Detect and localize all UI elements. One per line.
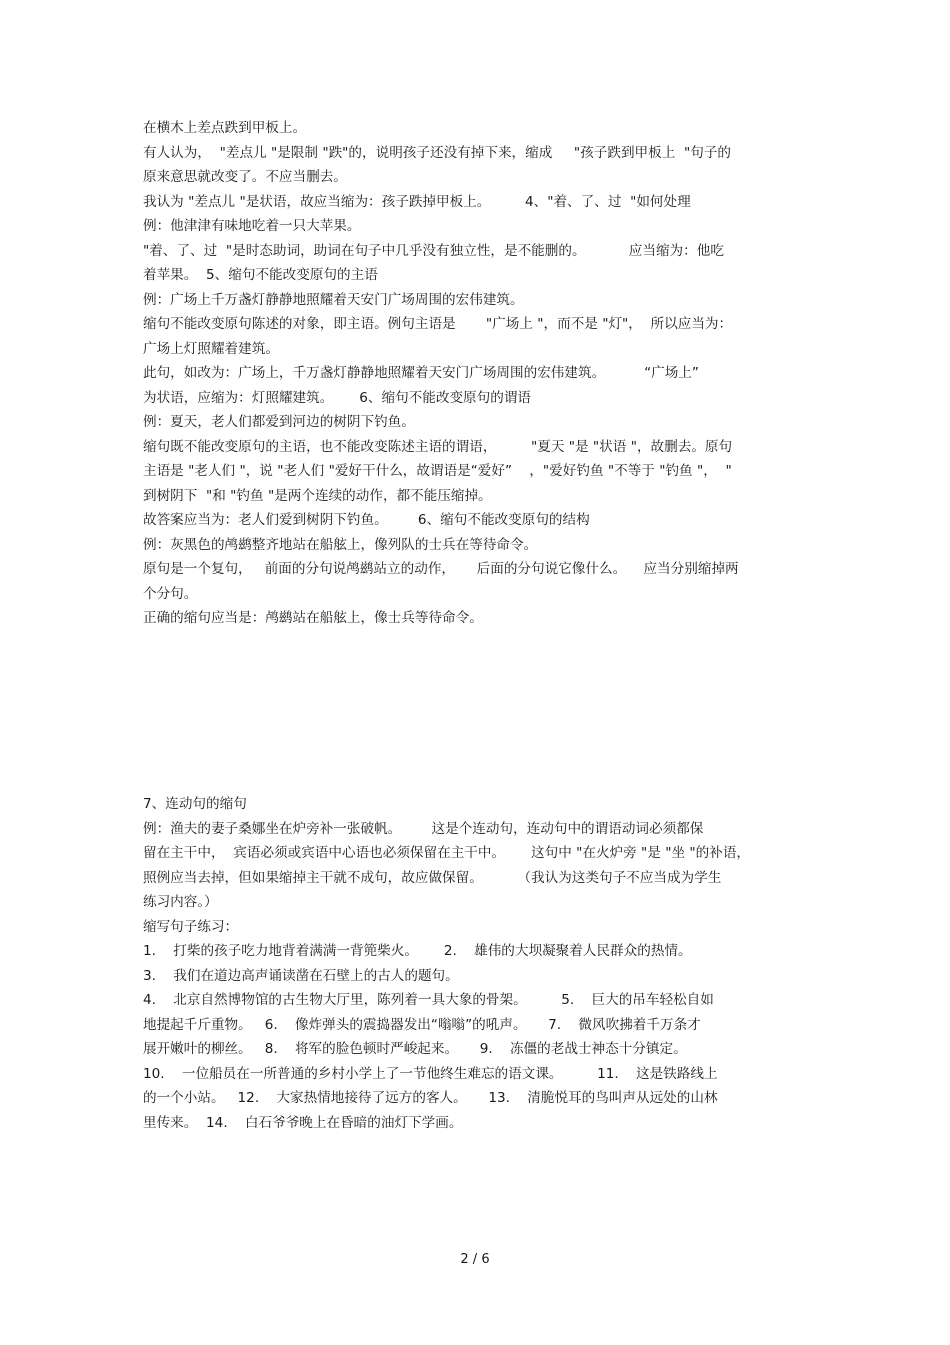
text-line: 着苹果。 5、缩句不能改变原句的主语 <box>143 267 378 283</box>
text-line: 在横木上差点跌到甲板上。 <box>143 120 307 136</box>
exercise-line: 的一个小站。 12. 大家热情地接待了远方的客人。 13. 清脆悦耳的鸟叫声从远处的山林 <box>143 1090 718 1106</box>
text-line: 广场上灯照耀着建筑。 <box>143 340 279 357</box>
text-line: 到树阴下 "和 "钓鱼 "是两个连续的动作，都不能压缩掉。 <box>143 487 492 504</box>
exercise-line: 展开嫩叶的柳丝。 8. 将军的脸色顿时严峻起来。 9. 冻僵的老战士神态十分镇定。 <box>143 1041 687 1057</box>
text-line: 主语是 "老人们 "，说 "老人们 "爱好干什么，故谓语是“爱好” ，"爱好钓鱼 "不等于 "钓鱼 "， " <box>143 463 732 479</box>
text-line: 例：灰黑色的鸬鹚整齐地站在船舷上，像列队的士兵在等待命令。 <box>143 536 538 553</box>
text-line: "着、了、过 "是时态助词，助词在句子中几乎没有独立性，是不能删的。 应当缩为：他吃 <box>143 242 724 259</box>
exercise-line: 3. 我们在道边高声诵读凿在石壁上的古人的题句。 <box>143 967 459 984</box>
exercise-line: 地提起千斤重物。 6. 像炸弹头的震捣器发出“嗡嗡”的吼声。 7. 微风吹拂着千万条才 <box>143 1016 701 1033</box>
section-heading: 7、连动句的缩句 <box>143 796 247 812</box>
exercise-line: 10. 一位船员在一所普通的乡村小学上了一节他终生难忘的语文课。 11. 这是铁路线上 <box>143 1065 718 1082</box>
text-block-bottom <box>143 792 813 1135</box>
text-line: 我认为 "差点儿 "是状语，故应当缩为：孩子跌掉甲板上。 4、"着、了、过 "如何处理 <box>143 193 691 210</box>
text-line: 缩句既不能改变原句的主语，也不能改变陈述主语的谓语， "夏天 "是 "状语 "，故删去。原句 <box>143 438 733 455</box>
text-line: 原句是一个复句， 前面的分句说鸬鹚站立的动作， 后面的分句说它像什么。 应当分别缩掉两 <box>143 561 739 577</box>
text-line: 有人认为， "差点儿 "是限制 "跌"的，说明孩子还没有掉下来，缩成 "孩子跌到甲板上 "句子的 <box>143 144 732 161</box>
text-line: 照例应当去掉，但如果缩掉主干就不成句，故应做保留。 （我认为这类句子不应当成为学生 <box>143 869 722 886</box>
text-line: 为状语，应缩为：灯照耀建筑。 6、缩句不能改变原句的谓语 <box>143 389 532 406</box>
exercise-heading: 缩写句子练习： <box>143 918 239 935</box>
text-line: 例：广场上千万盏灯静静地照耀着天安门广场周围的宏伟建筑。 <box>143 291 524 308</box>
exercise-line: 1. 打柴的孩子吃力地背着满满一背篼柴火。 2. 雄伟的大坝凝聚着人民群众的热情。 <box>143 943 692 959</box>
text-line: 缩句不能改变原句陈述的对象，即主语。例句主语是 "广场上 "，而不是 "灯"， 所以应当为： <box>143 316 733 332</box>
text-line: 个分句。 <box>143 585 198 602</box>
text-line: 例：他津津有味地吃着一只大苹果。 <box>143 218 361 234</box>
page-number: 2 / 6 <box>460 1252 490 1267</box>
text-line: 练习内容。） <box>143 894 218 910</box>
exercise-line: 4. 北京自然博物馆的古生物大厅里，陈列着一具大象的骨架。 5. 巨大的吊车轻松自如 <box>143 992 714 1008</box>
text-line: 此句，如改为：广场上，千万盏灯静静地照耀着天安门广场周围的宏伟建筑。 “广场上” <box>143 365 699 381</box>
text-line: 故答案应当为：老人们爱到树阴下钓鱼。 6、缩句不能改变原句的结构 <box>143 512 590 528</box>
text-line: 原来意思就改变了。不应当删去。 <box>143 169 347 185</box>
text-line: 留在主干中， 宾语必须或宾语中心语也必须保留在主干中。 这句中 "在火炉旁 "是 "坐 "的补语， <box>143 845 751 861</box>
text-line: 正确的缩句应当是：鸬鹚站在船舷上，像士兵等待命令。 <box>143 610 483 626</box>
text-block-top <box>143 116 813 631</box>
exercise-line: 里传来。 14. 白石爷爷晚上在昏暗的油灯下学画。 <box>143 1114 463 1131</box>
text-line: 例：夏天，老人们都爱到河边的树阴下钓鱼。 <box>143 414 415 430</box>
text-line: 例：渔夫的妻子桑娜坐在炉旁补一张破帆。 这是个连动句，连动句中的谓语动词必须都保 <box>143 820 704 837</box>
